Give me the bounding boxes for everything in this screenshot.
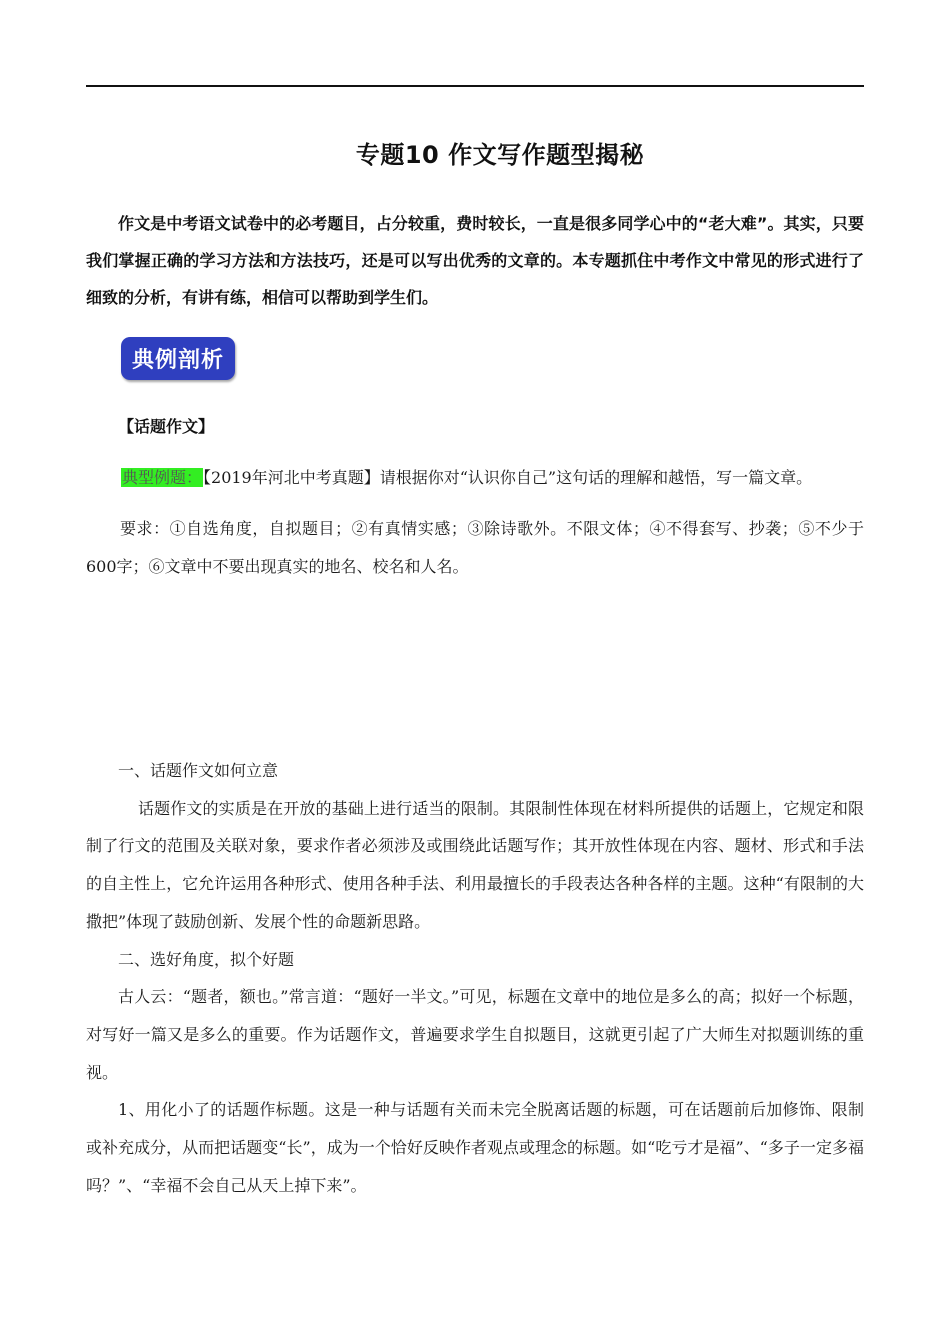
intro-paragraph: 作文是中考语文试卷中的必考题目，占分较重，费时较长，一直是很多同学心中的“老大难”。其实，只要我们掌握正确的学习方法和方法技巧，还是可以写出优秀的文章的。本专题抓住中考作文中常见的形式进行了细致的分析，有讲有练，相信可以帮助到学生们。 [86, 214, 864, 307]
page-title: 专题10 作文写作题型揭秘 [355, 141, 645, 169]
example-tag-highlight: 典型例题： [122, 468, 203, 487]
body-content [86, 752, 864, 1204]
heading-choose-angle: 二、选好角度，拟个好题 [118, 949, 295, 969]
heading-how-to-conceive: 一、话题作文如何立意 [118, 761, 279, 780]
paragraph-title-importance: 古人云：“题者，额也。”常言道：“题好一半文。”可见，标题在文章中的地位是多么的高；拟好一个标题，对写好一篇又是多么的重要。作为话题作文，普遍要求学生自拟题目，这就更引起了广大师生对拟题训练的重视。 [86, 987, 864, 1082]
section-badge: 典例剖析 [121, 337, 235, 380]
header-rule [86, 85, 864, 87]
example-text: 【2019年河北中考真题】请根据你对“认识你自己”这句话的理解和越悟，写一篇文章。 [203, 468, 813, 487]
paragraph-method-1: 1、用化小了的话题作标题。这是一种与话题有关而未完全脱离话题的标题，可在话题前后加修饰、限制或补充成分，从而把话题变“长”，成为一个恰好反映作者观点或理念的标题。如“吃亏才是福”、“多子一定多福吗？”、“幸福不会自己从天上掉下来”。 [86, 1100, 864, 1195]
requirements-paragraph: 要求：①自选角度，自拟题目；②有真情实感；③除诗歌外。不限文体；④不得套写、抄袭；⑤不少于600字；⑥文章中不要出现真实的地名、校名和人名。 [86, 519, 864, 576]
topic-essay-label: 【话题作文】 [118, 417, 215, 436]
paragraph-topic-essence: 话题作文的实质是在开放的基础上进行适当的限制。其限制性体现在材料所提供的话题上，它规定和限制了行文的范围及关联对象，要求作者必须涉及或围绕此话题写作；其开放性体现在内容、题材、形式和手法的自主性上，它允许运用各种形式、使用各种手法、利用最擅长的手段表达各种各样的主题。这种“有限制的大撒把”体现了鼓励创新、发展个性的命题新思路。 [86, 798, 864, 931]
example-question [121, 466, 881, 490]
